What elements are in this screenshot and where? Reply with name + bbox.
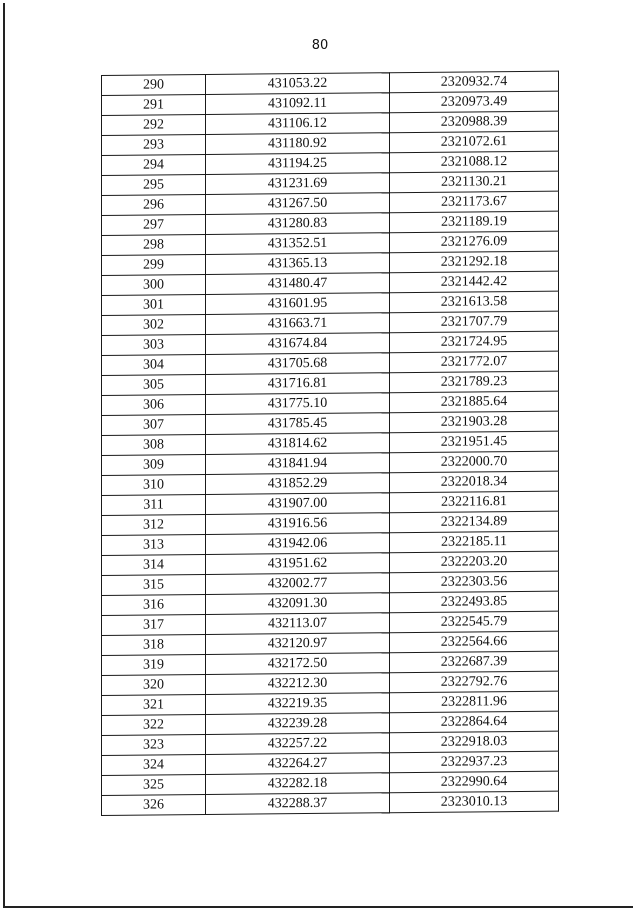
- x-coordinate-cell: 431231.69: [206, 173, 390, 195]
- x-coordinate-cell: 431716.81: [206, 373, 390, 395]
- point-index-cell: 311: [102, 494, 206, 515]
- point-index-cell: 294: [102, 154, 206, 175]
- y-coordinate-cell: 2322203.20: [390, 551, 559, 573]
- x-coordinate-cell: 432091.30: [206, 593, 390, 615]
- point-index-cell: 305: [102, 374, 206, 395]
- point-index-cell: 314: [102, 554, 206, 575]
- point-index-cell: 312: [102, 514, 206, 535]
- y-coordinate-cell: 2321088.12: [390, 151, 559, 173]
- coordinate-table-body: [102, 71, 559, 815]
- point-index-cell: 292: [102, 114, 206, 135]
- y-coordinate-cell: 2321189.19: [390, 211, 559, 233]
- point-index-cell: 290: [102, 74, 206, 95]
- point-index-cell: 307: [102, 414, 206, 435]
- point-index-cell: 304: [102, 354, 206, 375]
- y-coordinate-cell: 2321613.58: [390, 291, 559, 313]
- point-index-cell: 301: [102, 294, 206, 315]
- y-coordinate-cell: 2322545.79: [390, 611, 559, 633]
- point-index-cell: 309: [102, 454, 206, 475]
- x-coordinate-cell: 431053.22: [206, 73, 390, 95]
- y-coordinate-cell: 2320973.49: [390, 91, 559, 113]
- x-coordinate-cell: 432113.07: [206, 613, 390, 635]
- y-coordinate-cell: 2322864.64: [390, 711, 559, 733]
- point-index-cell: 318: [102, 634, 206, 655]
- x-coordinate-cell: 432239.28: [206, 713, 390, 735]
- y-coordinate-cell: 2321903.28: [390, 411, 559, 433]
- x-coordinate-cell: 431180.92: [206, 133, 390, 155]
- y-coordinate-cell: 2321072.61: [390, 131, 559, 153]
- x-coordinate-cell: 431280.83: [206, 213, 390, 235]
- coordinate-table: [101, 71, 559, 816]
- y-coordinate-cell: 2322990.64: [390, 771, 559, 793]
- x-coordinate-cell: 432172.50: [206, 653, 390, 675]
- point-index-cell: 297: [102, 214, 206, 235]
- y-coordinate-cell: 2322493.85: [390, 591, 559, 613]
- point-index-cell: 310: [102, 474, 206, 495]
- point-index-cell: 322: [102, 714, 206, 735]
- point-index-cell: 326: [102, 794, 206, 815]
- x-coordinate-cell: 432282.18: [206, 773, 390, 795]
- x-coordinate-cell: 431352.51: [206, 233, 390, 255]
- y-coordinate-cell: 2321724.95: [390, 331, 559, 353]
- x-coordinate-cell: 432257.22: [206, 733, 390, 755]
- point-index-cell: 316: [102, 594, 206, 615]
- y-coordinate-cell: 2321951.45: [390, 431, 559, 453]
- y-coordinate-cell: 2320932.74: [390, 71, 559, 93]
- y-coordinate-cell: 2321130.21: [390, 171, 559, 193]
- x-coordinate-cell: 431267.50: [206, 193, 390, 215]
- y-coordinate-cell: 2322134.89: [390, 511, 559, 533]
- point-index-cell: 321: [102, 694, 206, 715]
- point-index-cell: 325: [102, 774, 206, 795]
- x-coordinate-cell: 431601.95: [206, 293, 390, 315]
- x-coordinate-cell: 432212.30: [206, 673, 390, 695]
- x-coordinate-cell: 431365.13: [206, 253, 390, 275]
- y-coordinate-cell: 2321276.09: [390, 231, 559, 253]
- y-coordinate-cell: 2321442.42: [390, 271, 559, 293]
- x-coordinate-cell: 431705.68: [206, 353, 390, 375]
- y-coordinate-cell: 2321789.23: [390, 371, 559, 393]
- point-index-cell: 303: [102, 334, 206, 355]
- point-index-cell: 319: [102, 654, 206, 675]
- x-coordinate-cell: 431480.47: [206, 273, 390, 295]
- point-index-cell: 313: [102, 534, 206, 555]
- y-coordinate-cell: 2321885.64: [390, 391, 559, 413]
- point-index-cell: 293: [102, 134, 206, 155]
- point-index-cell: 324: [102, 754, 206, 775]
- y-coordinate-cell: 2321772.07: [390, 351, 559, 373]
- point-index-cell: 296: [102, 194, 206, 215]
- x-coordinate-cell: 431814.62: [206, 433, 390, 455]
- y-coordinate-cell: 2322564.66: [390, 631, 559, 653]
- x-coordinate-cell: 431106.12: [206, 113, 390, 135]
- y-coordinate-cell: 2321173.67: [390, 191, 559, 213]
- y-coordinate-cell: 2322687.39: [390, 651, 559, 673]
- point-index-cell: 298: [102, 234, 206, 255]
- x-coordinate-cell: 431092.11: [206, 93, 390, 115]
- point-index-cell: 323: [102, 734, 206, 755]
- x-coordinate-cell: 431674.84: [206, 333, 390, 355]
- y-coordinate-cell: 2322811.96: [390, 691, 559, 713]
- y-coordinate-cell: 2322792.76: [390, 671, 559, 693]
- x-coordinate-cell: 431907.00: [206, 493, 390, 515]
- x-coordinate-cell: 431852.29: [206, 473, 390, 495]
- point-index-cell: 300: [102, 274, 206, 295]
- y-coordinate-cell: 2320988.39: [390, 111, 559, 133]
- x-coordinate-cell: 431194.25: [206, 153, 390, 175]
- x-coordinate-cell: 431841.94: [206, 453, 390, 475]
- point-index-cell: 317: [102, 614, 206, 635]
- x-coordinate-cell: 432219.35: [206, 693, 390, 715]
- point-index-cell: 291: [102, 94, 206, 115]
- y-coordinate-cell: 2321707.79: [390, 311, 559, 333]
- point-index-cell: 295: [102, 174, 206, 195]
- y-coordinate-cell: 2322937.23: [390, 751, 559, 773]
- x-coordinate-cell: 431785.45: [206, 413, 390, 435]
- point-index-cell: 320: [102, 674, 206, 695]
- point-index-cell: 299: [102, 254, 206, 275]
- x-coordinate-cell: 431775.10: [206, 393, 390, 415]
- x-coordinate-cell: 432120.97: [206, 633, 390, 655]
- point-index-cell: 302: [102, 314, 206, 335]
- point-index-cell: 306: [102, 394, 206, 415]
- y-coordinate-cell: 2322918.03: [390, 731, 559, 753]
- y-coordinate-cell: 2321292.18: [390, 251, 559, 273]
- x-coordinate-cell: 432264.27: [206, 753, 390, 775]
- y-coordinate-cell: 2322116.81: [390, 491, 559, 513]
- x-coordinate-cell: 431663.71: [206, 313, 390, 335]
- y-coordinate-cell: 2323010.13: [390, 791, 559, 813]
- point-index-cell: 308: [102, 434, 206, 455]
- y-coordinate-cell: 2322185.11: [390, 531, 559, 553]
- point-index-cell: 315: [102, 574, 206, 595]
- table-row: [102, 791, 559, 815]
- x-coordinate-cell: 431942.06: [206, 533, 390, 555]
- x-coordinate-cell: 432288.37: [206, 793, 390, 815]
- y-coordinate-cell: 2322018.34: [390, 471, 559, 493]
- y-coordinate-cell: 2322000.70: [390, 451, 559, 473]
- x-coordinate-cell: 431951.62: [206, 553, 390, 575]
- x-coordinate-cell: 431916.56: [206, 513, 390, 535]
- x-coordinate-cell: 432002.77: [206, 573, 390, 595]
- y-coordinate-cell: 2322303.56: [390, 571, 559, 593]
- page-number: 80: [311, 38, 329, 53]
